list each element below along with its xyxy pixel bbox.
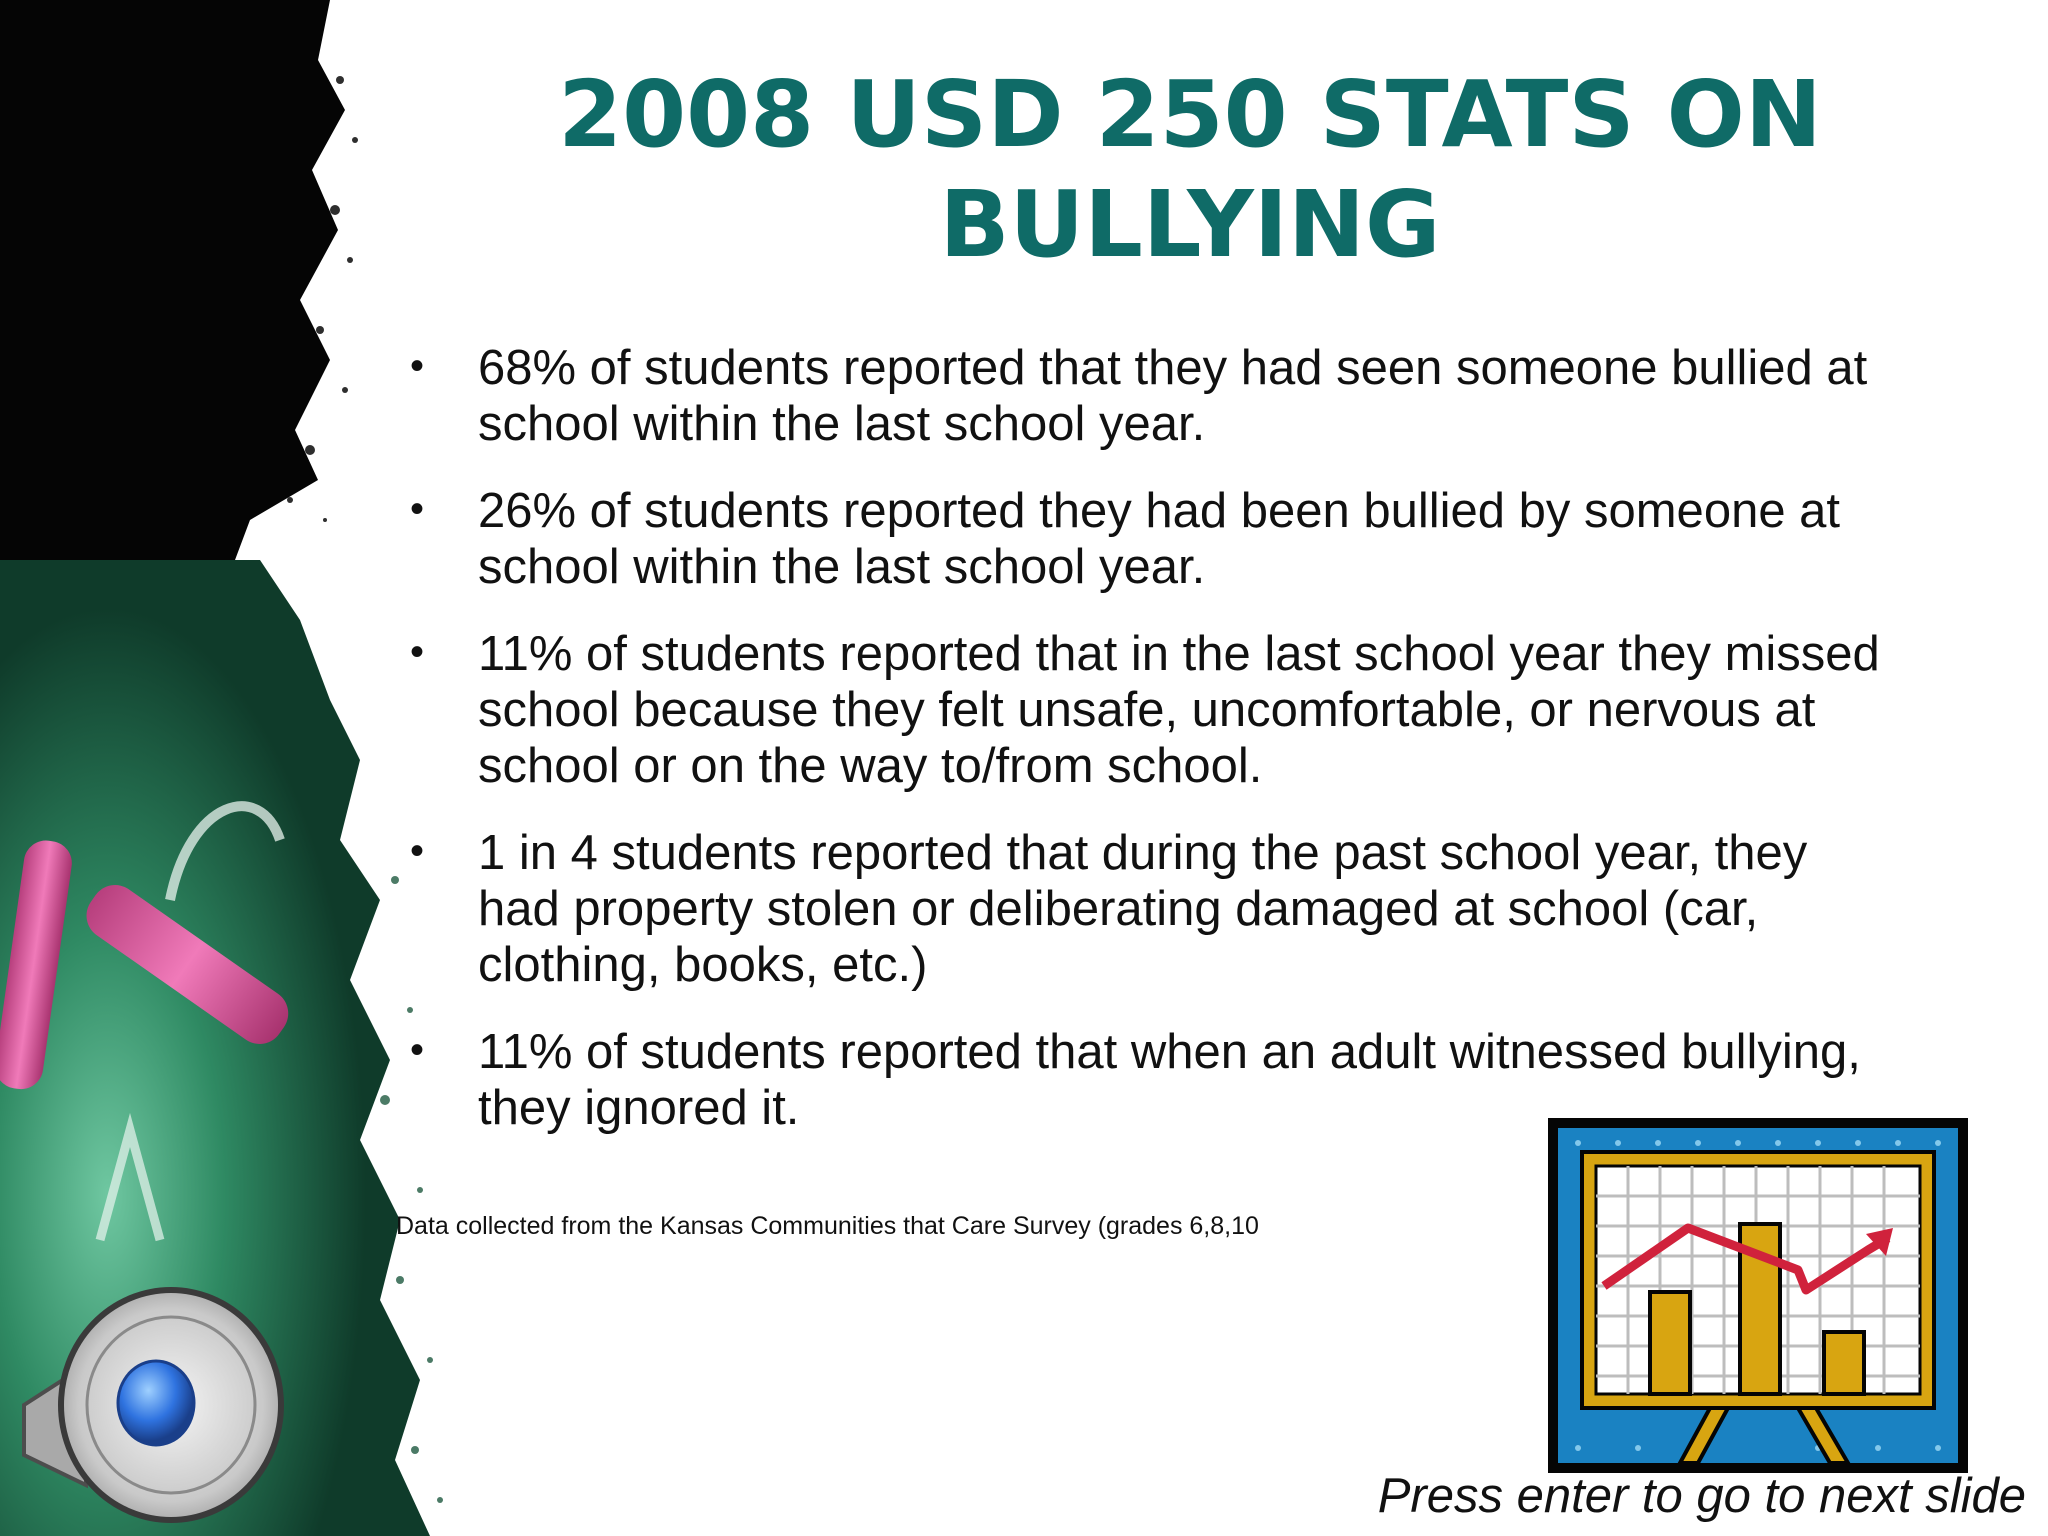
bullet-dot: • xyxy=(410,1028,425,1072)
bullet-dot: • xyxy=(410,344,425,388)
bullet-dot: • xyxy=(410,630,425,674)
bullet-text: 1 in 4 students reported that during the past school year, they had property stolen or deliberating damaged at school (car, clothing, books, etc.) xyxy=(478,826,1808,992)
bullet-text: 68% of students reported that they had seen someone bullied at school within the last school year. xyxy=(478,341,1868,451)
bullet-list xyxy=(380,340,1900,1167)
bullet-item xyxy=(380,483,1900,595)
bullet-text: 11% of students reported that when an adult witnessed bullying, they ignored it. xyxy=(478,1025,1861,1135)
next-slide-hint: Press enter to go to next slide xyxy=(1377,1469,2026,1523)
bullet-item xyxy=(380,626,1900,794)
presentation-chart-icon xyxy=(1548,1118,1968,1473)
bullet-item xyxy=(380,340,1900,452)
bullet-dot: • xyxy=(410,487,425,531)
bullet-text: 26% of students reported they had been bullied by someone at school within the last school year. xyxy=(478,484,1841,594)
source-footnote: Data collected from the Kansas Communities that Care Survey (grades 6,8,10 xyxy=(396,1212,1259,1240)
bullet-dot: • xyxy=(410,829,425,873)
bullet-text: 11% of students reported that in the last school year they missed school because they felt unsafe, uncomfortable, or nervous at school or on the way to/from school. xyxy=(478,627,1880,793)
speaker-icon[interactable] xyxy=(6,1255,296,1525)
bullet-item xyxy=(380,825,1900,993)
slide-title: 2008 USD 250 STATS ON BULLYING xyxy=(558,61,1822,278)
